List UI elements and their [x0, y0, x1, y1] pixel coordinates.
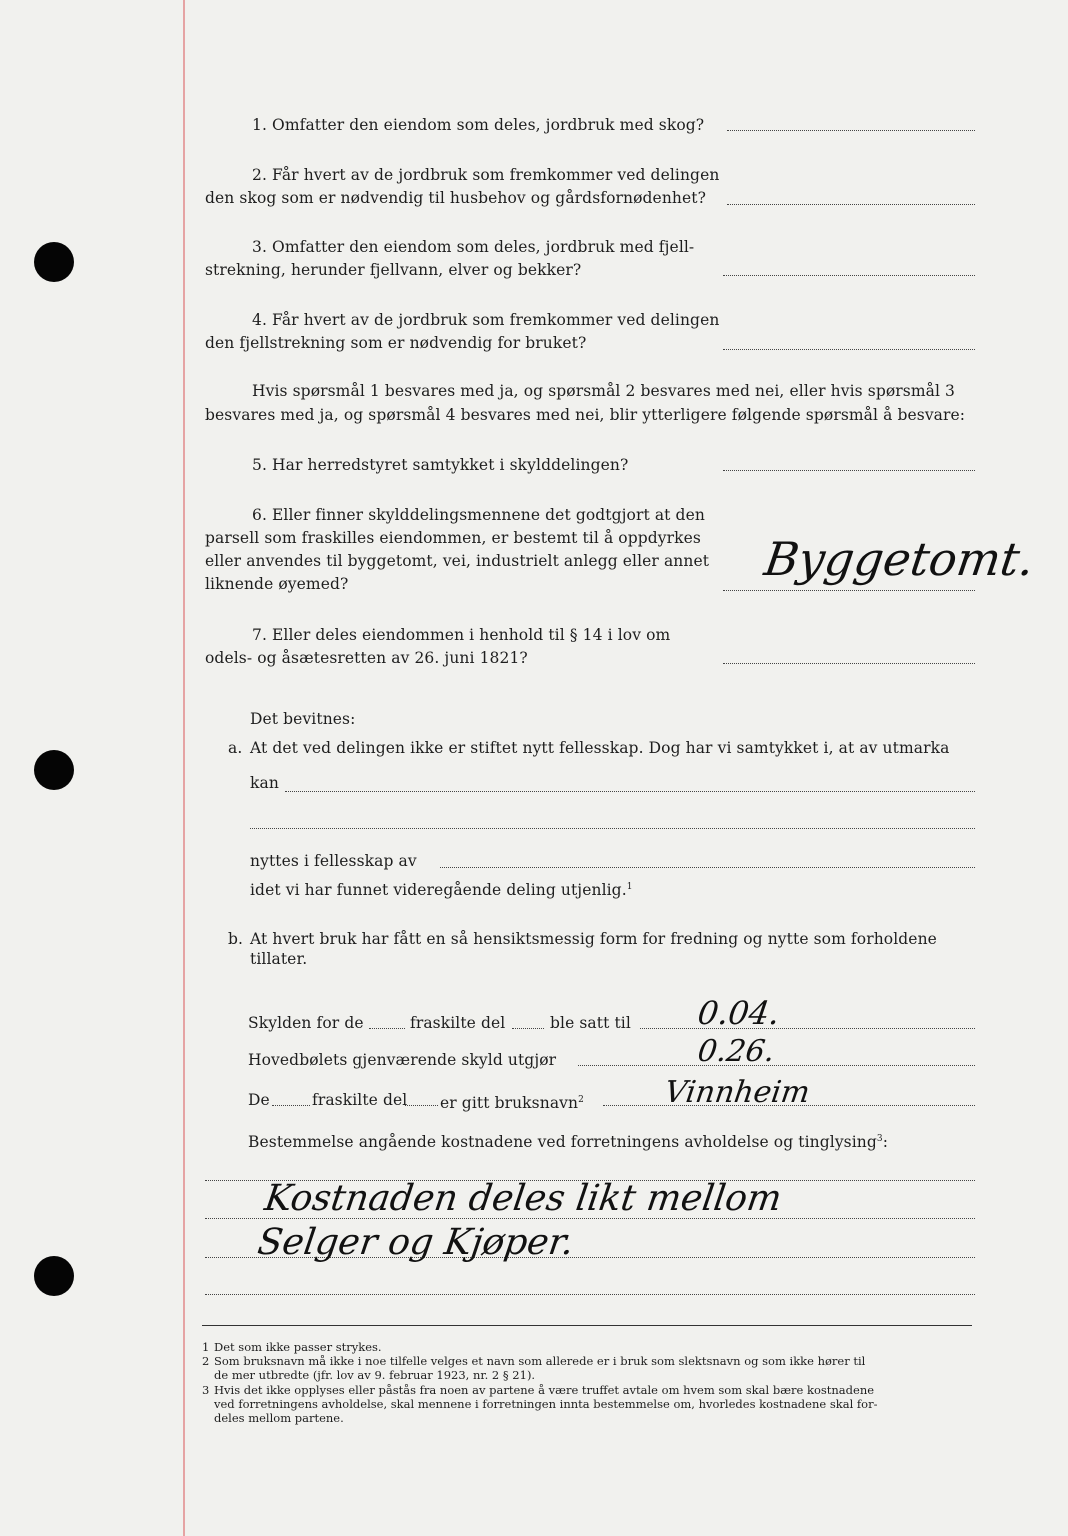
- footnote-3-line3: deles mellom partene.: [214, 1411, 344, 1425]
- answer-line-4[interactable]: [723, 349, 975, 350]
- question-4-line1: 4. Får hvert av de jordbruk som fremkommer ved delingen: [252, 311, 720, 329]
- bevitnes-heading: Det bevitnes:: [250, 710, 356, 728]
- punch-hole: [34, 750, 74, 790]
- question-3-line1: 3. Omfatter den eiendom som deles, jordbruk med fjell-: [252, 238, 695, 256]
- bestemmelse-line-4[interactable]: [205, 1294, 975, 1295]
- question-3-line2: strekning, herunder fjellvann, elver og bekker?: [205, 261, 582, 279]
- footnote-3-line2: ved forretningens avholdelse, skal mennene i forretningen innta bestemmelse om, hvorledes kostnadene skal for-: [214, 1397, 878, 1411]
- hovedbol-value-handwriting: 0.26.: [695, 1034, 777, 1069]
- nyttes-field[interactable]: [440, 867, 975, 868]
- punch-hole: [34, 1256, 74, 1296]
- answer-line-5[interactable]: [723, 470, 975, 471]
- answer-line-7[interactable]: [723, 663, 975, 664]
- answer-6-handwriting: Byggetomt.: [761, 532, 1038, 586]
- question-4-line2: den fjellstrekning som er nødvendig for bruket?: [205, 334, 587, 352]
- cost-handwriting-line2: Selger og Kjøper.: [255, 1222, 577, 1263]
- idet-text: idet vi har funnet videregående deling utjenlig.$^1$: [250, 881, 633, 900]
- bruksnavn-c: er gitt bruksnavn$^2$: [440, 1094, 584, 1113]
- item-b-line2: tillater.: [250, 950, 308, 968]
- kan-field-continued[interactable]: [250, 828, 975, 829]
- item-b-label: b.: [228, 930, 244, 948]
- question-2-line2: den skog som er nødvendig til husbehov og gårdsfornødenhet?: [205, 189, 707, 207]
- skyld-value-line[interactable]: [640, 1028, 975, 1029]
- skyld-line1-a: Skylden for de: [248, 1014, 364, 1032]
- bruksnavn-blank-1[interactable]: [272, 1105, 310, 1106]
- bruksnavn-blank-2[interactable]: [405, 1105, 438, 1106]
- answer-line-2[interactable]: [727, 204, 975, 205]
- item-a-label: a.: [228, 739, 243, 757]
- footnote-2-number: 2: [202, 1354, 210, 1368]
- question-6-line4: liknende øyemed?: [205, 575, 349, 593]
- bruksnavn-handwriting: Vinnheim: [662, 1075, 812, 1110]
- question-6-line1: 6. Eller finner skylddelingsmennene det godtgjort at den: [252, 506, 705, 524]
- answer-line-6[interactable]: [723, 590, 975, 591]
- footnote-2-line2: de mer utbredte (jfr. lov av 9. februar 1923, nr. 2 § 21).: [214, 1368, 536, 1382]
- question-1: 1. Omfatter den eiendom som deles, jordbruk med skog?: [252, 116, 705, 134]
- hovedbol-value-line[interactable]: [578, 1065, 975, 1066]
- condition-line1: Hvis spørsmål 1 besvares med ja, og spørsmål 2 besvares med nei, eller hvis spørsmål 3: [252, 382, 956, 400]
- answer-line-3[interactable]: [723, 275, 975, 276]
- skyld-line1-b: fraskilte del: [410, 1014, 506, 1032]
- footnote-3-line1: Hvis det ikke opplyses eller påstås fra noen av partene å være truffet avtale om hvem som skal bære kostnadene: [214, 1383, 875, 1397]
- footnote-3-number: 3: [202, 1383, 210, 1397]
- skyld-line1-c: ble satt til: [550, 1014, 631, 1032]
- question-7-line2: odels- og åsætesretten av 26. juni 1821?: [205, 649, 528, 667]
- skyld-blank-1[interactable]: [369, 1028, 405, 1029]
- question-5: 5. Har herredstyret samtykket i skylddelingen?: [252, 456, 629, 474]
- item-b-line1: At hvert bruk har fått en så hensiktsmessig form for fredning og nytte som forholdene: [250, 930, 937, 948]
- question-7-line1: 7. Eller deles eiendommen i henhold til § 14 i lov om: [252, 626, 671, 644]
- footnote-2-line1: Som bruksnavn må ikke i noe tilfelle velges et navn som allerede er i bruk som slektsnavn og som ikke hører til: [214, 1354, 866, 1368]
- item-a-text: At det ved delingen ikke er stiftet nytt fellesskap. Dog har vi samtykket i, at av utmarka: [250, 739, 950, 757]
- skyld-value-handwriting: 0.04.: [695, 994, 783, 1032]
- answer-line-1[interactable]: [727, 130, 975, 131]
- hovedbol-label: Hovedbølets gjenværende skyld utgjør: [248, 1051, 557, 1069]
- condition-line2: besvares med ja, og spørsmål 4 besvares med nei, blir ytterligere følgende spørsmål å besvare:: [205, 406, 966, 424]
- footnote-1-number: 1: [202, 1340, 210, 1354]
- nyttes-label: nyttes i fellesskap av: [250, 852, 417, 870]
- bruksnavn-b: fraskilte del: [312, 1091, 408, 1109]
- question-2-line1: 2. Får hvert av de jordbruk som fremkommer ved delingen: [252, 166, 720, 184]
- bestemmelse-label: Bestemmelse angående kostnadene ved forretningens avholdelse og tinglysing$^3$:: [248, 1133, 889, 1152]
- footnote-separator: [202, 1325, 972, 1326]
- punch-hole: [34, 242, 74, 282]
- question-6-line3: eller anvendes til byggetomt, vei, industrielt anlegg eller annet: [205, 552, 710, 570]
- margin-rule: [183, 0, 185, 1536]
- kan-label: kan: [250, 774, 279, 792]
- footnote-1: Det som ikke passer strykes.: [214, 1340, 382, 1354]
- skyld-blank-2[interactable]: [512, 1028, 544, 1029]
- question-6-line2: parsell som fraskilles eiendommen, er bestemt til å oppdyrkes: [205, 529, 701, 547]
- bruksnavn-a: De: [248, 1091, 270, 1109]
- kan-field[interactable]: [285, 791, 975, 792]
- cost-handwriting-line1: Kostnaden deles likt mellom: [262, 1178, 785, 1219]
